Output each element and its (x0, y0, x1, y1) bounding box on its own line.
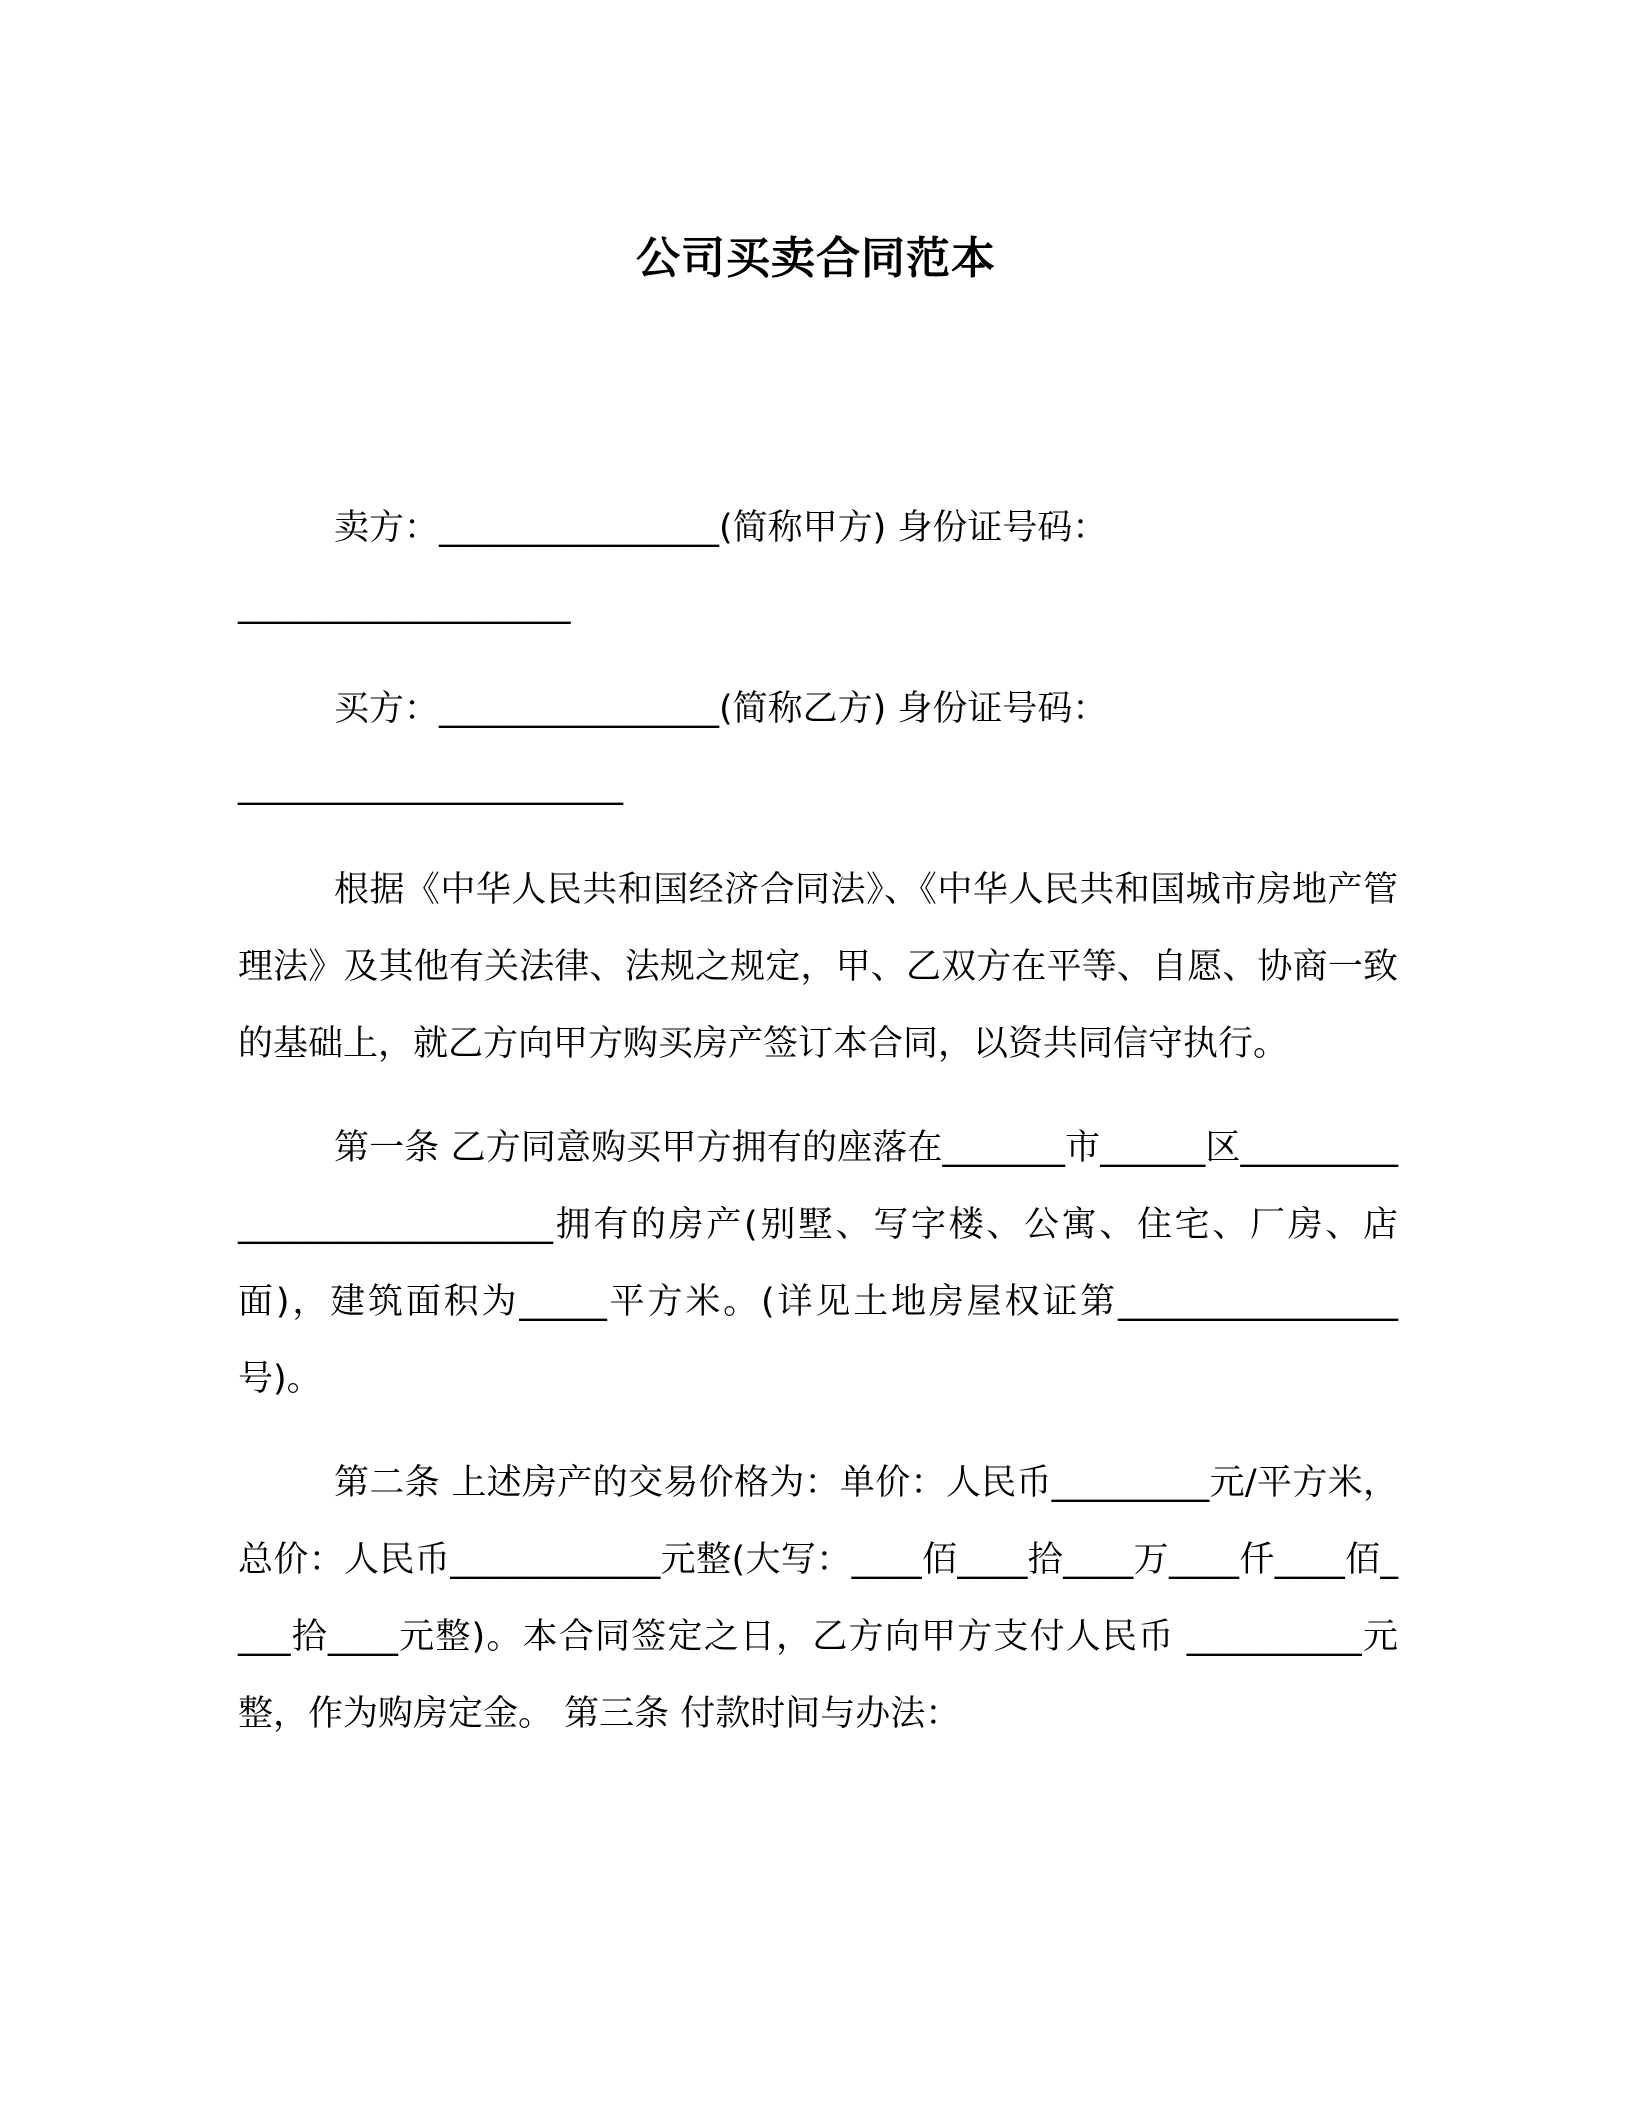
document-title: 公司买卖合同范本 (636, 233, 996, 284)
paragraph-article-2: 第二条 上述房产的交易价格为：单价：人民币_________元/平方米，总价：人民币____________元整(大写：____佰____拾____万____仟____佰____拾____元整)。本合同签定之日，乙方向甲方支付人民币 __________元整，作为购房定金。 第三条 付款时间与办法： (238, 1463, 1398, 1734)
document-body (238, 490, 1398, 1780)
seller-id-blank: ___________________ (238, 585, 571, 625)
spacer (238, 644, 1398, 671)
buyer-id-blank: ______________________ (238, 766, 623, 806)
paragraph-article-1: 第一条 乙方同意购买甲方拥有的座落在_______市______区___________________________拥有的房产(别墅、写字楼、公寓、住宅、厂房、店面)，建筑面积为_____平方米。(详见土地房屋权证第________________号)。 (238, 1128, 1398, 1399)
buyer-line: 买方：________________(简称乙方) 身份证号码： (334, 689, 1108, 729)
seller-line: 卖方：________________(简称甲方) 身份证号码： (334, 508, 1108, 548)
paragraph-legal-basis: 根据《中华人民共和国经济合同法》、《中华人民共和国城市房地产管理法》及其他有关法律、法规之规定，甲、乙双方在平等、自愿、协商一致的基础上，就乙方向甲方购买房产签订本合同，以资共同信守执行。 (238, 870, 1398, 1064)
spacer (238, 825, 1398, 852)
